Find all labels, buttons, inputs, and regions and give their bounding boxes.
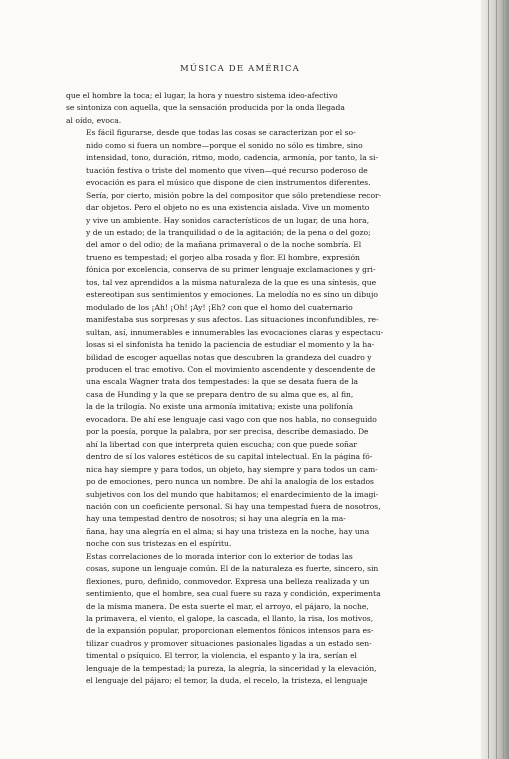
text-line: hay una tempestad dentro de nosotros; si hay una alegría en la ma- <box>86 514 346 524</box>
text-line: tuación festiva o triste del momento que viven—qué recurso poderoso de <box>86 165 368 175</box>
text-line: dar objetos. Pero el objeto no es una existencia aislada. Vive un momento <box>86 203 370 213</box>
text-line: sultan, así, innumerables e innumerables las evocaciones claras y espectacu- <box>86 327 384 337</box>
text-line: el lenguaje del pájaro; el temor, la duda, el recelo, la tristeza, el lenguaje <box>86 676 368 686</box>
paragraph <box>66 127 403 550</box>
text-line: se sintoniza con aquella, que la sensación producida por la onda llegada <box>66 103 345 113</box>
text-line: sentimiento, que el hombre, sea cual fuere su raza y condición, experimenta <box>86 589 381 599</box>
text-line: tos, tal vez aprendidos a la misma naturaleza de la que es una síntesis, que <box>86 277 377 287</box>
text-line: casa de Hunding y la que se prepara dentro de su alma que es, al fin, <box>86 389 354 399</box>
page-edge-line <box>503 0 504 759</box>
text-line: evocadora. De ahí ese lenguaje casi vago con que nos habla, no conseguido <box>86 414 377 424</box>
text-line: por la poesía, porque la palabra, por ser precisa, describe demasiado. De <box>86 427 369 437</box>
text-line: po de emociones, pero nunca un nombre. De ahí la analogía de los estados <box>86 477 374 487</box>
text-line: al oído, evoca. <box>66 115 122 125</box>
text-line: de la expansión popular, proporcionan elementos fónicos intensos para es- <box>86 626 374 636</box>
text-line: noche con sus tristezas en el espíritu. <box>86 539 232 549</box>
text-line: una escala Wagner trata dos tempestades: la que se desata fuera de la <box>86 377 359 387</box>
text-line: flexiones, puro, definido, conmovedor. Expresa una belleza realizada y un <box>86 576 370 586</box>
text-line: nido como si fuera un nombre—porque el sonido no sólo es timbre, sino <box>86 140 363 150</box>
text-line: subjetivos con los del mundo que habitamos; el enardecimiento de la imagi- <box>86 489 379 499</box>
text-line: ñana, hay una alegría en el alma; si hay una tristeza en la noche, hay una <box>86 526 370 536</box>
text-line: estereotipan sus sentimientos y emociones. La melodía no es sino un dibujo <box>86 290 378 300</box>
page-edge-shadow <box>481 0 509 759</box>
text-line: intensidad, tono, duración, ritmo, modo, cadencia, armonía, por tanto, la si- <box>86 153 379 163</box>
running-title: MÚSICA DE AMÉRICA <box>180 64 300 74</box>
text-line: la primavera, el viento, el galope, la cascada, el llanto, la risa, los motivos, <box>86 614 374 624</box>
page-edge-line <box>488 0 489 759</box>
text-line: trueno es tempestad; el gorjeo alba rosada y flor. El hombre, expresión <box>86 252 360 262</box>
text-line: del amor o del odio; de la mañana primaveral o de la noche sombría. El <box>86 240 362 250</box>
text-line: fónica por excelencia, conserva de su primer lenguaje exclamaciones y gri- <box>86 265 376 275</box>
text-line: manifestaba sus sorpresas y sus afectos. Las situaciones inconfundibles, re- <box>86 315 379 325</box>
text-line: y de un estado; de la tranquilidad o de la agitación; de la pena o del gozo; <box>86 227 371 237</box>
paragraph <box>66 90 403 127</box>
text-line: de la misma manera. De esta suerte el mar, el arroyo, el pájaro, la noche, <box>86 601 369 611</box>
text-line: bilidad de escoger aquellas notas que descubren la grandeza del cuadro y <box>86 352 372 362</box>
text-line: cosas, supone un lenguaje común. El de la naturaleza es fuerte, sincero, sin <box>86 564 379 574</box>
text-line: nación con un coeficiente personal. Si hay una tempestad fuera de nosotros, <box>86 501 381 511</box>
text-line: la de la trilogía. No existe una armonía imitativa; existe una polifonía <box>86 402 354 412</box>
text-line: Es fácil figurarse, desde que todas las cosas se caracterizan por el so- <box>86 128 356 138</box>
text-line: timental o psíquico. El terror, la violencia, el espanto y la ira, serían el <box>86 651 357 661</box>
text-line: modulado de los ¡Ah! ¡Oh! ¡Ay! ¡Eh? con que el homo del cuaternario <box>86 302 353 312</box>
text-line: tilizar cuadros y promover situaciones pasionales ligadas a un estado sen- <box>86 638 372 648</box>
text-line: que el hombre la toca; el lugar, la hora y nuestro sistema ideo-afectivo <box>66 91 338 100</box>
text-line: producen el trac emotivo. Con el movimiento ascendente y descendente de <box>86 364 376 374</box>
text-line: y vive un ambiente. Hay sonidos característicos de un lugar, de una hora, <box>86 215 370 225</box>
text-line: dentro de sí los valores estéticos de su capital intelectual. En la página fó- <box>86 452 373 462</box>
paragraph <box>66 551 403 688</box>
body-text <box>66 90 403 688</box>
text-line: lenguaje de la tempestad; la pureza, la alegría, la sinceridad y la elevación, <box>86 663 377 673</box>
page-edge-line <box>496 0 497 759</box>
text-line: Estas correlaciones de lo morada interior con lo exterior de todas las <box>86 551 353 561</box>
text-line: ahí la libertad con que interpreta quien escucha; con que puede soñar <box>86 439 358 449</box>
text-line: losas si el sinfonista ha tenido la paciencia de estudiar el momento y la ha- <box>86 340 375 350</box>
text-line: Sería, por cierto, misión pobre la del compositor que sólo pretendiese recor- <box>86 190 382 200</box>
text-line: evocación es para el músico que dispone de cien instrumentos diferentes. <box>86 178 371 188</box>
text-line: nica hay siempre y para todos, un objeto, hay siempre y para todos un cam- <box>86 464 378 474</box>
